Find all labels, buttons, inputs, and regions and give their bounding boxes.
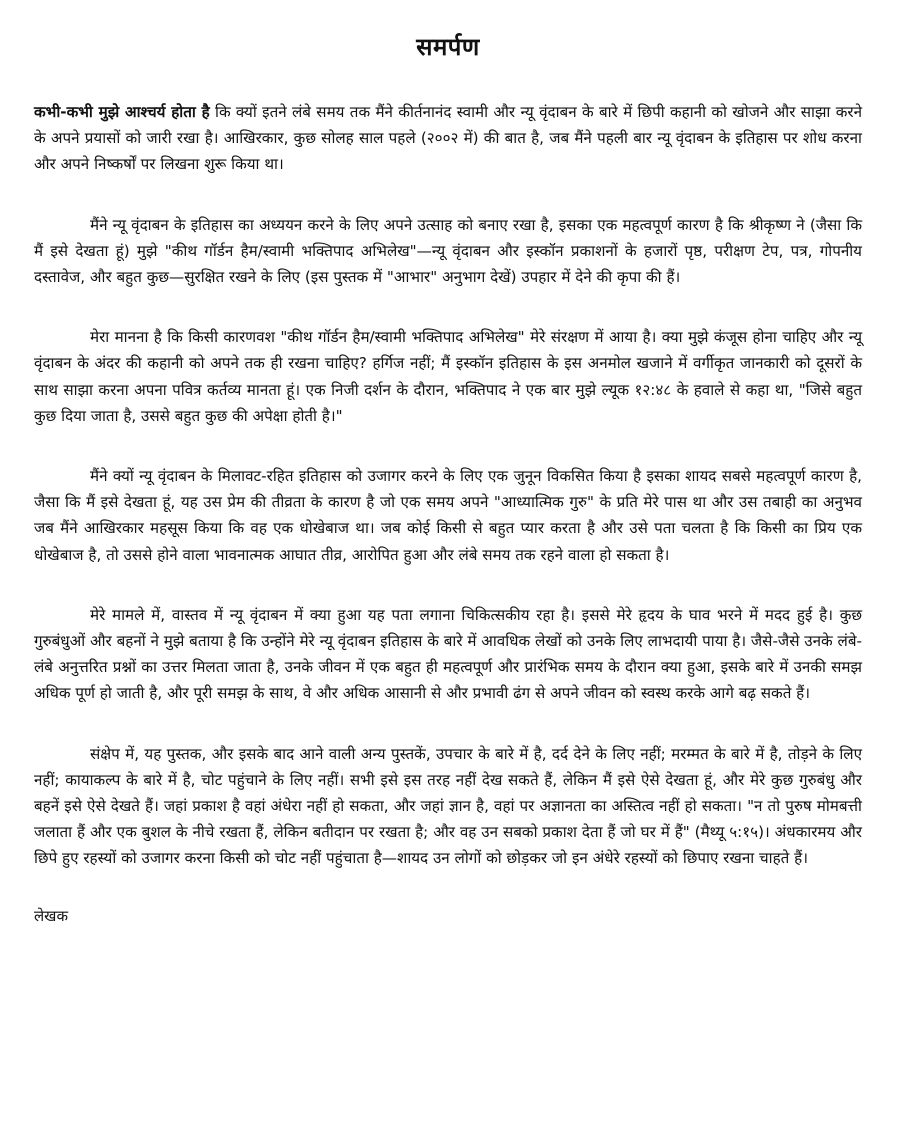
paragraph-3: मेरा मानना है कि किसी कारणवश "कीथ गॉर्डन हैम/स्वामी भक्तिपाद अभिलेख" मेरे संरक्षण में आया है। क्या मुझे कंजूस होना चाहिए और न्यू वृंदाबन के अंदर की कहानी को अपने तक ही रखना चाहिए? हर्गिज नहीं; मैं इस्कॉन इतिहास के इस अनमोल खजाने में वर्गीकृत जानकारी को दूसरों के साथ साझा करना अपना पवित्र कर्तव्य मानता हूं। एक निजी दर्शन के दौरान, भक्तिपाद ने एक बार मुझे ल्यूक १२:४८ के हवाले से कहा था, "जिसे बहुत कुछ दिया जाता है, उससे बहुत कुछ की अपेक्षा होती है।" [34, 328, 862, 425]
author-signature: लेखक [34, 906, 68, 925]
paragraph-1-rest: कि क्यों इतने लंबे समय तक मैंने कीर्तनानंद स्वामी और न्यू वृंदाबन के बारे में छिपी कहानी को खोजने और साझा करने के अपने प्रयासों को जारी रखा है। आखिरकार, कुछ सोलह साल पहले (२००२ में) की बात है, जब मैंने पहली बार न्यू वृंदाबन के इतिहास पर शोध करना और अपने निष्कर्षों पर लिखना शुरू किया था। [34, 103, 862, 174]
paragraph-1 [34, 99, 862, 178]
paragraph-6: संक्षेप में, यह पुस्तक, और इसके बाद आने वाली अन्य पुस्तकें, उपचार के बारे में है, दर्द देने के लिए नहीं; मरम्मत के बारे में है, तोड़ने के लिए नहीं; कायाकल्प के बारे में है, चोट पहुंचाने के लिए नहीं। सभी इसे इस तरह नहीं देख सकते हैं, लेकिन मैं इसे ऐसे देखता हूं, और मेरे कुछ गुरुबंधु और बहनें इसे ऐसे देखते हैं। जहां प्रकाश है वहां अंधेरा नहीं हो सकता, और जहां ज्ञान है, वहां पर अज्ञानता का अस्तित्व नहीं हो सकता। "न तो पुरुष मोमबत्ती जलाता हैं और एक बुशल के नीचे रखता हैं, लेकिन बतीदान पर रखता है; और वह उन सबको प्रकाश देता हैं जो घर में हैं" (मैथ्यू ५:१५)। अंधकारमय और छिपे हुए रहस्यों को उजागर करना किसी को चोट नहीं पहुंचाता है—शायद उन लोगों को छोड़कर जो इन अंधेरे रहस्यों को छिपाए रखना चाहते हैं। [34, 744, 862, 868]
paragraph-5: मेरे मामले में, वास्तव में न्यू वृंदाबन में क्या हुआ यह पता लगाना चिकित्सकीय रहा है। इससे मेरे हृदय के घाव भरने में मदद हुई है। कुछ गुरुबंधुओं और बहनों ने मुझे बताया है कि उन्होंने मेरे न्यू वृंदाबन इतिहास के बारे में आवधिक लेखों को उनके लिए लाभदायी पाया है। जैसे-जैसे उनके लंबे-लंबे अनुत्तरित प्रश्नों का उत्तर मिलता जाता है, उनके जीवन में एक बहुत ही महत्वपूर्ण और प्रारंभिक समय के दौरान क्या हुआ, इसके बारे में उनकी समझ अधिक पूर्ण हो जाती है, और पूरी समझ के साथ, वे और अधिक आसानी से और प्रभावी ढंग से अपने जीवन को स्वस्थ करके आगे बढ़ सकते हैं। [34, 605, 862, 703]
page-title: समर्पण [416, 33, 480, 61]
paragraph-2: मैंने न्यू वृंदाबन के इतिहास का अध्ययन करने के लिए अपने उत्साह को बनाए रखा है, इसका एक महत्वपूर्ण कारण है कि श्रीकृष्ण ने (जैसा कि मैं इसे देखता हूं) मुझे "कीथ गॉर्डन हैम/स्वामी भक्तिपाद अभिलेख"—न्यू वृंदाबन और इस्कॉन प्रकाशनों के हजारों पृष्ठ, परीक्षण टेप, पत्र, गोपनीय दस्तावेज, और बहुत कुछ—सुरक्षित रखने के लिए (इस पुस्तक में "आभार" अनुभाग देखें) उपहार में देने की कृपा की हैं। [34, 215, 862, 287]
paragraph-4: मैंने क्यों न्यू वृंदाबन के मिलावट-रहित इतिहास को उजागर करने के लिए एक जुनून विकसित किया है इसका शायद सबसे महत्वपूर्ण कारण है, जैसा कि मैं इसे देखता हूं, यह उस प्रेम की तीव्रता के कारण है जो एक समय अपने "आध्यात्मिक गुरु" के प्रति मेरे पास था और उस तबाही का अनुभव जब मैंने आखिरकार महसूस किया कि वह एक धोखेबाज था। जब कोई किसी से बहुत प्यार करता है और उसे पता चलता है कि किसी का प्रिय एक धोखेबाज है, तो उससे होने वाला भावनात्मक आघात तीव्र, आरोपित हुआ और लंबे समय तक रहने वाला हो सकता है। [34, 467, 862, 564]
paragraph-1-lead: कभी-कभी मुझे आश्चर्य होता है [34, 103, 210, 121]
